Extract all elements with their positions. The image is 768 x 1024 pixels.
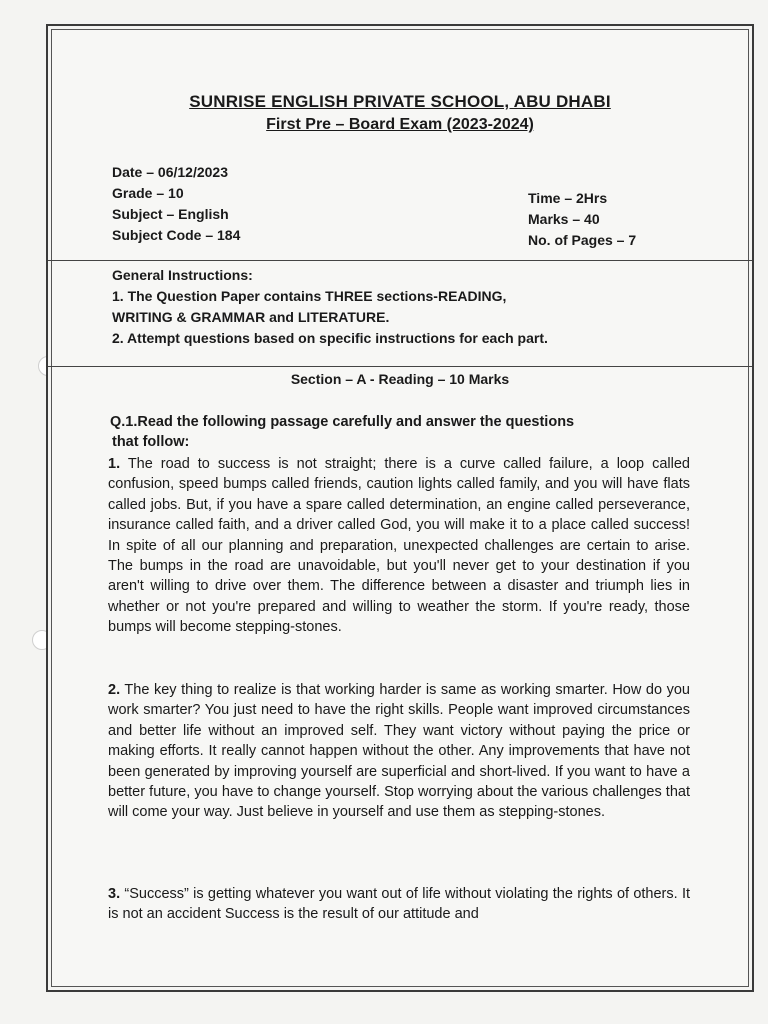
exam-date: Date – 06/12/2023 <box>112 164 228 180</box>
paragraph-text: “Success” is getting whatever you want out of life without violating the rights of others. It is not an accident Success is the result of our attitude and <box>108 886 690 923</box>
school-name: SUNRISE ENGLISH PRIVATE SCHOOL, ABU DHABI <box>189 92 611 111</box>
page-header <box>48 92 752 134</box>
section-title: Section – A - Reading – 10 Marks <box>290 371 510 387</box>
paragraph-number: 3. <box>108 886 121 902</box>
paragraph-number: 2. <box>108 682 121 698</box>
exam-meta-left <box>112 162 240 246</box>
exam-meta-right <box>528 188 636 251</box>
exam-page <box>46 24 754 992</box>
exam-marks: Marks – 40 <box>528 211 600 227</box>
exam-subject-code: Subject Code – 184 <box>112 227 241 243</box>
passage-paragraph-3 <box>108 884 690 925</box>
exam-subject: Subject – English <box>112 206 229 222</box>
instruction-line: 2. Attempt questions based on specific instructions for each part. <box>112 330 548 346</box>
exam-grade: Grade – 10 <box>112 185 184 201</box>
paragraph-number: 1. <box>108 456 121 472</box>
passage-paragraph-2 <box>108 680 690 823</box>
question-title-line: Q.1.Read the following passage carefully and answer the questions <box>110 414 575 430</box>
general-instructions <box>112 265 732 349</box>
instruction-line: 1. The Question Paper contains THREE sections-READING, <box>112 288 507 304</box>
divider-top <box>48 260 752 261</box>
divider-middle <box>48 366 752 367</box>
exam-title: First Pre – Board Exam (2023-2024) <box>266 116 534 133</box>
passage-paragraph-1 <box>108 454 690 638</box>
paragraph-text: The key thing to realize is that working harder is same as working smarter. How do you work smarter? You just need to have the right skills. People want improved circumstances and better life without an improved self. They want victory without paying the price or making efforts. It really cannot happen without the other. Any improvements that have not been generated by improving yourself are superficial and short-lived. If you want to have a better future, you have to change yourself. Stop worrying about the various challenges that will come your way. Just believe in yourself and use them as stepping-stones. <box>108 682 690 821</box>
instruction-line: WRITING & GRAMMAR and LITERATURE. <box>112 309 390 325</box>
instructions-heading: General Instructions: <box>112 267 253 283</box>
exam-pages: No. of Pages – 7 <box>528 232 637 248</box>
paragraph-text: The road to success is not straight; there is a curve called failure, a loop called confusion, speed bumps called friends, caution lights called family, and you will have flats called jobs. But, if you have a spare called determination, an engine called perseverance, insurance called faith, and a driver called God, you will make it to a place called success! In spite of all our planning and preparation, unexpected challenges are certain to arise. The bumps in the road are unavoidable, but you'll never get to your destination if you aren't willing to drive over them. The difference between a disaster and triumph lies in whether or not you're prepared and willing to weather the storm. If you're ready, those bumps will become stepping-stones. <box>108 456 690 636</box>
question-title <box>110 412 574 452</box>
question-title-line: that follow: <box>112 434 190 450</box>
exam-time: Time – 2Hrs <box>528 190 608 206</box>
